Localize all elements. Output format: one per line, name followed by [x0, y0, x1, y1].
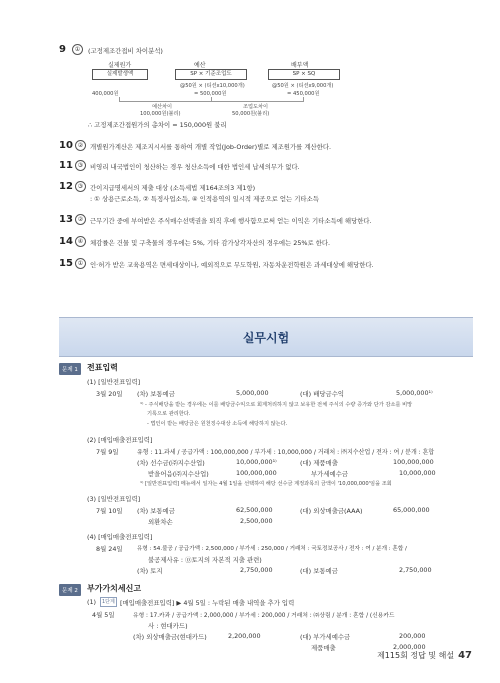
p1-s3-debit2-amt: 2,500,000 — [240, 517, 273, 525]
p1-s4-credit: (대) 보통예금 — [300, 567, 338, 575]
q14-text: 체감률은 건물 및 구축물의 경우에는 5%, 기타 감가상각자산의 경우에는 25%로 한다. — [90, 239, 331, 247]
p2-s1-credit2: 제품매출 — [311, 644, 336, 652]
diagram-bracket-right — [303, 97, 304, 102]
p1-s2-credit1: (대) 제품매출 — [300, 459, 338, 467]
p1-s1-note1: ¹⁾ - 주식배당을 받는 경우에는 이를 배당금수익으로 회계처리하지 않고 보유한 전체 주식의 수량 증가와 단가 감소를 비망 — [140, 402, 413, 408]
q15-answer: ① — [75, 258, 86, 269]
diagram-applied-calc: @50원 × (티션x9,000개) — [272, 83, 334, 89]
p1-s2-debit1-amt: 10,000,000¹⁾ — [236, 458, 277, 466]
p1-s4-credit-amt: 2,750,000 — [399, 566, 432, 574]
p2-s1-step-badge: 1단계 — [102, 599, 115, 605]
q10-answer: ② — [75, 140, 86, 151]
p2-s1-date: 4월 5일 — [92, 611, 115, 619]
p2-s1-credit2-amt: 2,000,000 — [393, 643, 426, 651]
p1-s3-debit: (차) 보통예금 — [137, 507, 175, 515]
p1-s3-debit2: 외환차손 — [148, 518, 173, 526]
p1-s3-head: (3) [일반전표입력] — [87, 495, 141, 503]
diagram-box-applied: SP × SQ — [268, 69, 340, 80]
diagram-applied-result: = 450,000원 — [287, 91, 320, 97]
p1-s2-credit2-amt: 10,000,000 — [399, 469, 436, 477]
p2-s1-line2: 사 : 현대카드) — [148, 622, 188, 630]
p2-s1-head: (1) — [87, 598, 97, 606]
p1-s1-credit-amt: 5,000,000¹⁾ — [396, 389, 433, 397]
p1-s3-credit: (대) 외상매출금(AAA) — [300, 507, 363, 515]
p1-s2-debit2: 받을어음(㈜지수산업) — [148, 470, 209, 478]
problem1-title: 전표입력 — [87, 363, 118, 372]
q12-text: 간이지급명세서의 제출 대상 (소득세법 제164조의3 제1항) — [90, 184, 256, 192]
q13-text: 근무기간 중에 부여받은 주식매수선택권을 퇴직 후에 행사함으로써 얻는 이익은 기타소득에 해당한다. — [90, 217, 372, 225]
q11-answer: ③ — [75, 160, 86, 171]
q14-number: 14 — [59, 236, 73, 247]
p1-s2-note: ¹⁾ [일반전표입력] 메뉴에서 일자는 4월 1일을 선택하여 해당 선수금 계정과목의 금액이 '10,000,000'임을 조회 — [140, 481, 392, 487]
diagram-header-applied: 배부액 — [291, 62, 309, 69]
p1-s1-head: (1) [일반전표입력] — [87, 378, 141, 386]
diagram-budget-result: = 500,000원 — [194, 91, 227, 97]
q12-number: 12 — [59, 181, 73, 192]
diagram-box-budget: SP × 기준조업도 — [175, 69, 247, 80]
diagram-volume-variance: 조업도차이 — [243, 104, 269, 110]
p1-s4-date: 8월 24일 — [96, 545, 123, 553]
diagram-box-actual: 실제발생액 — [92, 69, 148, 80]
problem2-tag: 문제 2 — [59, 584, 81, 596]
p1-s2-head: (2) [매입매출전표입력] — [87, 436, 153, 444]
p1-s2-line1: 유형 : 11.과세 / 공급가액 : 100,000,000 / 부가세 : 10,000,000 / 거래처 : ㈜지수산업 / 전자 : 여 / 분개 : 혼합 — [137, 449, 435, 456]
problem1-tag: 문제 1 — [59, 363, 81, 375]
p1-s3-date: 7월 10일 — [96, 507, 123, 515]
diagram-budget-calc: @50원 × (티션x10,000개) — [180, 83, 245, 89]
q9-conclusion: ∴ 고정제조간접원가의 총차이 = 150,000원 불리 — [88, 121, 227, 129]
q10-number: 10 — [59, 140, 73, 151]
p1-s4-line2: 불공제사유 : ⓪토지의 자본적 지출 관련) — [148, 556, 262, 564]
page-number: 47 — [458, 650, 472, 661]
p1-s4-head: (4) [매입매출전표입력] — [87, 533, 153, 541]
diagram-header-actual: 실제원가 — [108, 62, 132, 69]
q13-answer: ② — [75, 214, 86, 225]
p1-s2-debit1: (차) 선수금(㈜지수산업) — [137, 459, 205, 467]
p1-s1-date: 3월 20일 — [96, 390, 123, 398]
p1-s1-debit-amt: 5,000,000 — [236, 389, 269, 397]
problem2-title: 부가가치세신고 — [87, 584, 142, 593]
diagram-header-budget: 예산 — [194, 62, 206, 69]
diagram-bracket-left-h — [119, 101, 211, 102]
q11-text: 비영리 내국법인이 청산하는 경우 청산소득에 대한 법인세 납세의무가 없다. — [90, 163, 300, 171]
p2-s1-debit-amt: 2,200,000 — [228, 632, 261, 640]
section-title: 실무시험 — [242, 331, 290, 345]
q11-number: 11 — [59, 160, 73, 171]
diagram-budget-variance-amt: 100,000원(불리) — [140, 111, 181, 117]
p1-s2-credit2: 부가세예수금 — [311, 470, 349, 478]
diagram-actual-amount: 400,000원 — [92, 91, 119, 97]
p1-s1-note1b: 기록으로 관리한다. — [147, 411, 191, 417]
section-title-band — [59, 317, 473, 357]
q13-number: 13 — [59, 214, 73, 225]
q15-text: 인·허가 받은 교육용역은 면세대상이나, 예외적으로 무도학원, 자동차운전학원은 과세대상에 해당한다. — [90, 261, 374, 269]
p2-s1-line1: 유형 : 17.카과 / 공급가액 : 2,000,000 / 부가세 : 200,000 / 거래처 : ㈜상림 / 분개 : 혼합 / (신용카드 — [133, 613, 395, 619]
p1-s1-note2: - 법인이 받는 배당금은 원천징수대상 소득에 해당하지 않는다. — [147, 421, 288, 427]
p1-s4-debit: (차) 토지 — [137, 567, 163, 575]
q9-answer: ① — [72, 44, 83, 55]
q9-title: (고정제조간접비 차이분석) — [88, 47, 163, 55]
q9-number: 9 — [59, 44, 66, 55]
p1-s3-debit-amt: 62,500,000 — [236, 506, 273, 514]
q10-text: 개별원가계산은 제조지시서를 통하여 개별 작업(Job-Order)별로 제조원가를 계산한다. — [90, 143, 332, 151]
p1-s2-debit2-amt: 100,000,000 — [236, 469, 277, 477]
q15-number: 15 — [59, 258, 73, 269]
p2-s1-head2: [매입매출전표입력] ▶ 4월 5일 : 누락된 매출 내역을 추가 입력 — [120, 599, 295, 607]
p1-s1-credit: (대) 배당금수익 — [300, 390, 345, 398]
p2-s1-credit-amt: 200,000 — [399, 632, 426, 640]
p1-s3-credit-amt: 65,000,000 — [393, 506, 430, 514]
p1-s2-credit1-amt: 100,000,000 — [393, 458, 434, 466]
diagram-volume-variance-amt: 50,000원(불리) — [232, 111, 270, 117]
p2-s1-debit: (차) 외상매출금(현대카드) — [133, 633, 207, 641]
q12-text2: : ① 상용근로소득, ② 특정사업소득, ④ 인적용역의 일시적 제공으로 얻는 기타소득 — [90, 195, 319, 203]
p1-s4-line1: 유형 : 54.불공 / 공급가액 : 2,500,000 / 부가세 : 250,000 / 거래처 : 국토정보공사 / 전자 : 여 / 분개 : 혼합 / — [137, 546, 407, 552]
q14-answer: ④ — [75, 236, 86, 247]
footer-label: 제115회 정답 및 해설 — [377, 651, 455, 660]
diagram-budget-variance: 예산차이 — [152, 104, 173, 110]
diagram-bracket-right-h — [211, 101, 303, 102]
p1-s4-debit-amt: 2,750,000 — [240, 566, 273, 574]
q12-answer: ③ — [75, 181, 86, 192]
page-footer — [377, 650, 472, 661]
p1-s1-debit: (차) 보통예금 — [137, 390, 175, 398]
p1-s2-date: 7월 9일 — [96, 448, 119, 456]
p2-s1-credit: (대) 부가세예수금 — [300, 633, 351, 641]
